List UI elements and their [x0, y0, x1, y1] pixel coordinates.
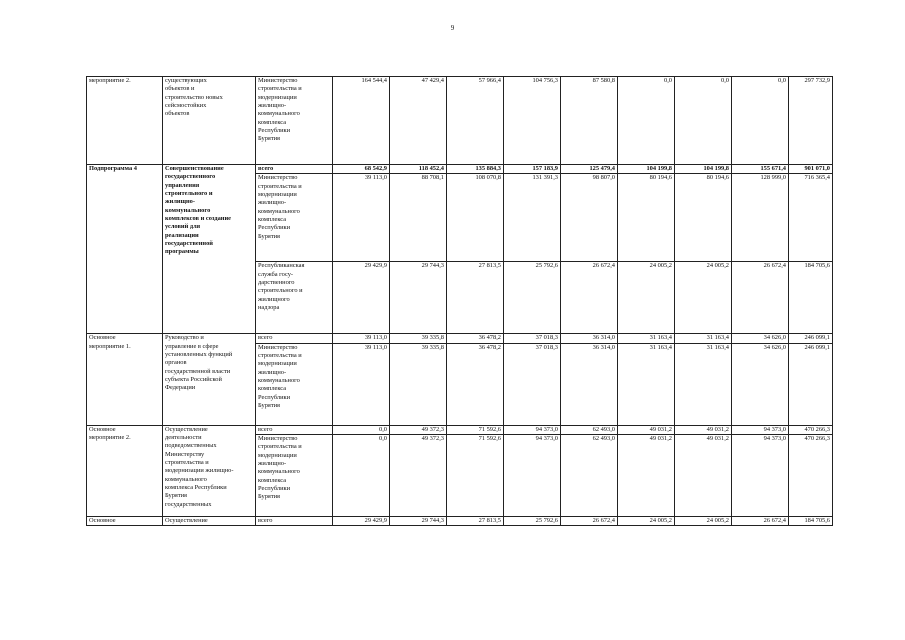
value-cell: 24 005,2 — [675, 262, 732, 334]
table-row — [87, 165, 833, 174]
value-cell: 25 792,6 — [504, 262, 561, 334]
value-cell: 62 493,0 — [561, 434, 618, 516]
program-name-cell: Руководство и управление в сфере установленных функций органов государственной власти субъекта Российской Федерации — [163, 334, 256, 425]
table-row — [87, 425, 833, 434]
value-cell: 98 807,0 — [561, 174, 618, 262]
value-cell: 49 031,2 — [618, 434, 675, 516]
total-cell: 716 365,4 — [789, 174, 833, 262]
total-cell: 246 099,1 — [789, 334, 833, 343]
executor-cell: всего — [256, 165, 333, 174]
value-cell: 62 493,0 — [561, 425, 618, 434]
program-label-cell: Основное — [87, 516, 163, 525]
value-cell: 34 626,0 — [732, 343, 789, 425]
value-cell: 27 813,5 — [447, 516, 504, 525]
value-cell: 24 005,2 — [675, 516, 732, 525]
value-cell: 29 744,3 — [390, 262, 447, 334]
value-cell: 31 163,4 — [675, 343, 732, 425]
value-cell: 0,0 — [333, 425, 390, 434]
program-name-cell: Осуществление деятельности подведомственных Министерству строительства и модернизации жилищно- коммунального комплекса Республики Бурятия государственных — [163, 425, 256, 516]
value-cell: 0,0 — [618, 77, 675, 165]
total-cell: 901 071,0 — [789, 165, 833, 174]
table-row — [87, 77, 833, 165]
value-cell: 27 813,5 — [447, 262, 504, 334]
value-cell: 49 372,3 — [390, 425, 447, 434]
value-cell: 104 199,8 — [618, 165, 675, 174]
value-cell: 80 194,6 — [618, 174, 675, 262]
program-label-cell: мероприятие 2. — [87, 77, 163, 165]
program-name-cell: Осуществление — [163, 516, 256, 525]
value-cell: 80 194,6 — [675, 174, 732, 262]
executor-cell: Министерство строительства и модернизации жилищно- коммунального комплекса Республики Бурятия — [256, 343, 333, 425]
value-cell: 131 391,3 — [504, 174, 561, 262]
total-cell: 184 705,6 — [789, 516, 833, 525]
value-cell: 0,0 — [333, 434, 390, 516]
total-cell: 297 732,9 — [789, 77, 833, 165]
value-cell: 164 544,4 — [333, 77, 390, 165]
program-label-cell: Основное мероприятие 1. — [87, 334, 163, 425]
program-label-cell: Основное мероприятие 2. — [87, 425, 163, 516]
total-cell: 470 266,3 — [789, 434, 833, 516]
value-cell: 157 183,9 — [504, 165, 561, 174]
value-cell: 39 113,0 — [333, 334, 390, 343]
value-cell: 49 031,2 — [675, 434, 732, 516]
value-cell: 36 314,0 — [561, 334, 618, 343]
value-cell: 36 314,0 — [561, 343, 618, 425]
value-cell: 39 335,8 — [390, 343, 447, 425]
value-cell: 37 018,3 — [504, 334, 561, 343]
value-cell: 29 429,9 — [333, 516, 390, 525]
executor-cell: Министерство строительства и модернизации жилищно- коммунального комплекса Республики Бурятия — [256, 434, 333, 516]
table-row — [87, 334, 833, 343]
value-cell: 94 373,0 — [504, 434, 561, 516]
value-cell: 26 672,4 — [561, 516, 618, 525]
value-cell: 39 113,0 — [333, 174, 390, 262]
value-cell: 94 373,0 — [732, 434, 789, 516]
value-cell: 31 163,4 — [618, 334, 675, 343]
value-cell: 37 018,3 — [504, 343, 561, 425]
executor-cell: Республиканская служба госу- дарственного строительного и жилищного надзора — [256, 262, 333, 334]
value-cell: 135 884,3 — [447, 165, 504, 174]
value-cell: 118 452,4 — [390, 165, 447, 174]
program-name-cell: Совершенствование государственного управления строительного и жилищно- коммунального комплексов и создание условий для реализации государственной программы — [163, 165, 256, 334]
total-cell: 246 099,1 — [789, 343, 833, 425]
value-cell: 25 792,6 — [504, 516, 561, 525]
page-number: 9 — [450, 24, 455, 32]
value-cell: 36 478,2 — [447, 343, 504, 425]
value-cell: 26 672,4 — [561, 262, 618, 334]
value-cell: 36 478,2 — [447, 334, 504, 343]
value-cell: 87 580,8 — [561, 77, 618, 165]
value-cell: 88 708,1 — [390, 174, 447, 262]
value-cell: 68 542,9 — [333, 165, 390, 174]
value-cell: 71 592,6 — [447, 434, 504, 516]
value-cell: 128 999,0 — [732, 174, 789, 262]
value-cell: 94 373,0 — [504, 425, 561, 434]
table-row — [87, 516, 833, 525]
value-cell: 125 479,4 — [561, 165, 618, 174]
total-cell: 184 705,6 — [789, 262, 833, 334]
value-cell: 24 005,2 — [618, 516, 675, 525]
budget-table — [86, 76, 833, 526]
value-cell: 31 163,4 — [618, 343, 675, 425]
value-cell: 29 429,9 — [333, 262, 390, 334]
value-cell: 26 672,4 — [732, 262, 789, 334]
value-cell: 57 966,4 — [447, 77, 504, 165]
value-cell: 0,0 — [732, 77, 789, 165]
value-cell: 39 113,0 — [333, 343, 390, 425]
value-cell: 104 199,8 — [675, 165, 732, 174]
value-cell: 29 744,3 — [390, 516, 447, 525]
value-cell: 49 031,2 — [675, 425, 732, 434]
value-cell: 108 070,8 — [447, 174, 504, 262]
value-cell: 94 373,0 — [732, 425, 789, 434]
total-cell: 470 266,3 — [789, 425, 833, 434]
value-cell: 49 031,2 — [618, 425, 675, 434]
executor-cell: Министерство строительства и модернизации жилищно- коммунального комплекса Республики Бурятия — [256, 174, 333, 262]
value-cell: 104 756,3 — [504, 77, 561, 165]
program-name-cell: существующих объектов и строительство новых сейсмостойких объектов — [163, 77, 256, 165]
value-cell: 24 005,2 — [618, 262, 675, 334]
value-cell: 39 335,8 — [390, 334, 447, 343]
value-cell: 31 163,4 — [675, 334, 732, 343]
executor-cell: всего — [256, 425, 333, 434]
executor-cell: всего — [256, 516, 333, 525]
executor-cell: всего — [256, 334, 333, 343]
executor-cell: Министерство строительства и модернизации жилищно- коммунального комплекса Республики Бурятия — [256, 77, 333, 165]
program-label-cell: Подпрограмма 4 — [87, 165, 163, 334]
value-cell: 71 592,6 — [447, 425, 504, 434]
value-cell: 49 372,3 — [390, 434, 447, 516]
value-cell: 34 626,0 — [732, 334, 789, 343]
value-cell: 26 672,4 — [732, 516, 789, 525]
value-cell: 47 429,4 — [390, 77, 447, 165]
value-cell: 0,0 — [675, 77, 732, 165]
value-cell: 155 671,4 — [732, 165, 789, 174]
